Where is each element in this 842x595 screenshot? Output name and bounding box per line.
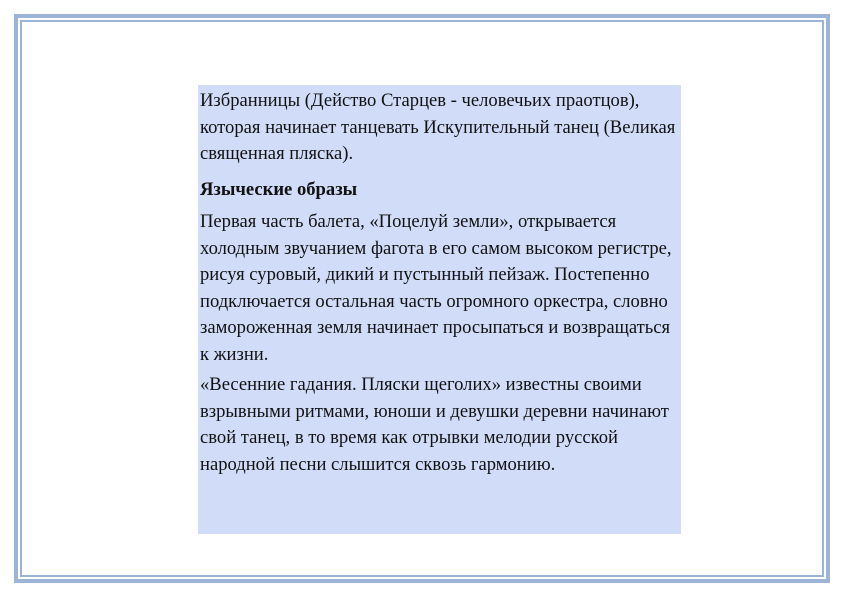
intro-paragraph: Избранницы (Действо Старцев - человечьих праотцов), которая начинает танцевать Искупительный танец (Великая священная пляска).	[200, 90, 676, 164]
body-paragraph-2: «Весенние гадания. Пляски щеголих» известны своими взрывными ритмами, юноши и девушки деревни начинают свой танец, в то время как отрывки мелодии русской народной песни слышится сквозь гармонию.	[200, 374, 669, 475]
body-paragraph-1: Первая часть балета, «Поцелуй земли», открывается холодным звучанием фагота в его самом высоком регистре, рисуя суровый, дикий и пустынный пейзаж. Постепенно подключается остальная часть огромного оркестра, словно замороженная земля начинает просыпаться и возвращаться к жизни.	[200, 211, 672, 365]
section-heading: Языческие образы	[200, 178, 358, 200]
text-block	[198, 85, 681, 534]
